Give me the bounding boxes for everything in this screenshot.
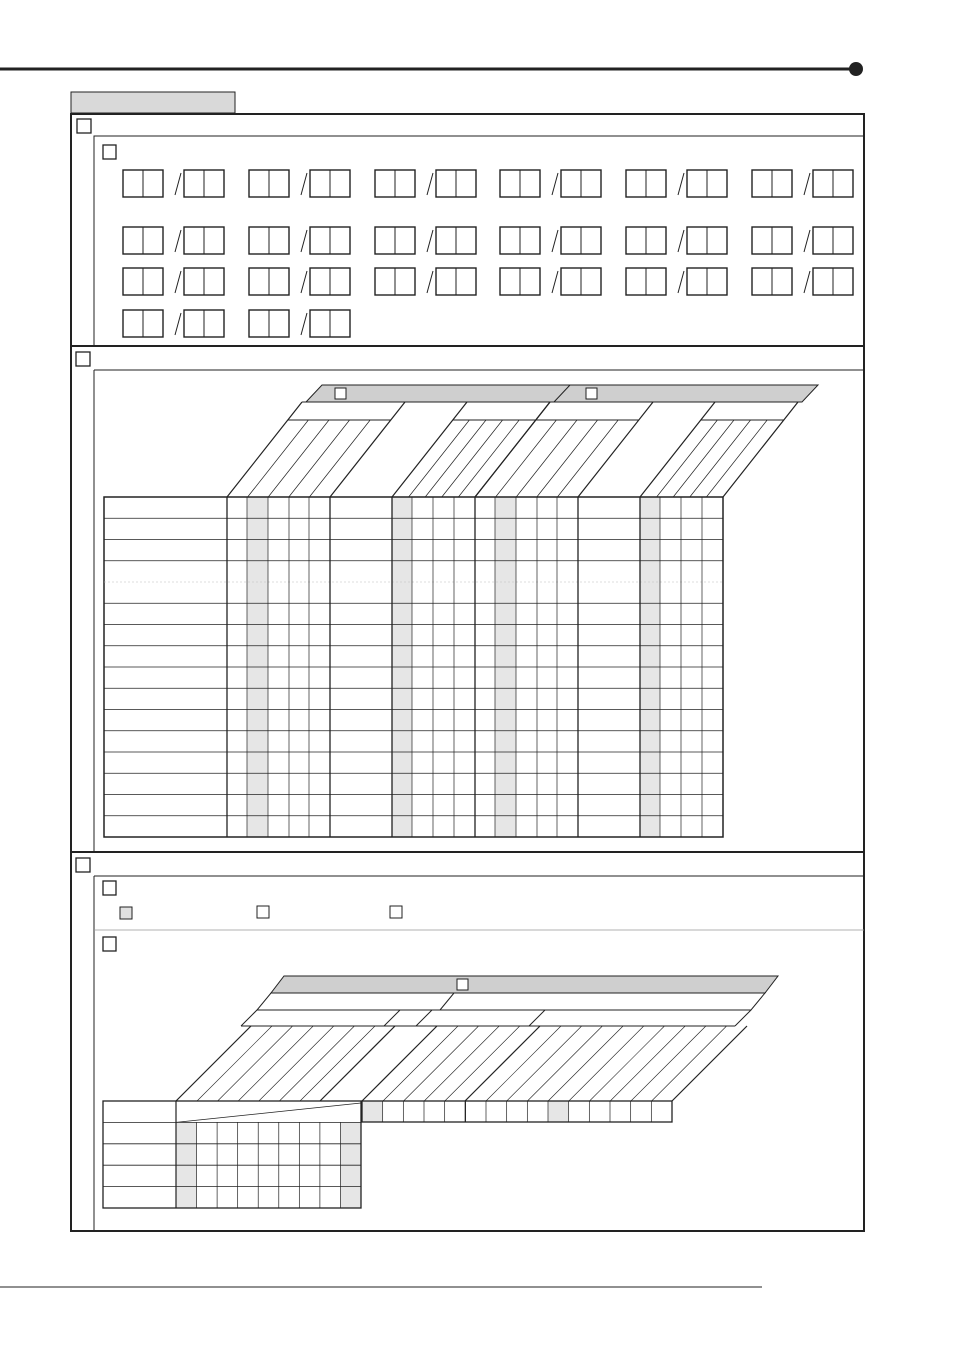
c-header-divider bbox=[416, 1010, 432, 1026]
date-separator bbox=[552, 173, 558, 195]
date-separator bbox=[301, 313, 307, 335]
date-field[interactable] bbox=[123, 268, 224, 295]
title-tab bbox=[71, 92, 235, 113]
date-separator bbox=[301, 271, 307, 293]
date-separator bbox=[804, 271, 810, 293]
date-separator bbox=[678, 230, 684, 252]
c-col-slant bbox=[548, 1026, 623, 1101]
c-col-edge bbox=[465, 1026, 540, 1101]
c-table-outline bbox=[103, 1101, 361, 1208]
column-header-slant bbox=[409, 420, 470, 497]
section-c-header-band bbox=[271, 976, 778, 993]
c-col-edge bbox=[176, 1026, 251, 1101]
date-field[interactable] bbox=[752, 227, 853, 254]
c-col-slant bbox=[300, 1026, 375, 1101]
column-header-slant bbox=[673, 420, 734, 497]
column-header-edge bbox=[640, 402, 715, 497]
section-b-column-headers bbox=[227, 402, 798, 497]
date-separator bbox=[427, 230, 433, 252]
column-header-edge bbox=[227, 402, 302, 497]
date-grid bbox=[123, 170, 853, 337]
column-header-slant bbox=[657, 420, 718, 497]
c-col-slant bbox=[569, 1026, 644, 1101]
c-table-diagonal bbox=[176, 1103, 361, 1122]
column-header-edge bbox=[330, 402, 405, 497]
c-col-slant bbox=[590, 1026, 665, 1101]
date-field[interactable] bbox=[626, 227, 727, 254]
date-separator bbox=[175, 313, 181, 335]
c-col-edge bbox=[362, 1026, 437, 1101]
group-1-checkbox[interactable] bbox=[335, 388, 346, 399]
column-header-edge bbox=[578, 402, 653, 497]
group-2-checkbox[interactable] bbox=[586, 388, 597, 399]
c-col-slant bbox=[610, 1026, 685, 1101]
date-separator bbox=[301, 230, 307, 252]
date-field[interactable] bbox=[249, 227, 350, 254]
column-header-slant bbox=[425, 420, 486, 497]
column-header-edge bbox=[392, 402, 467, 497]
section-c-sub2-checkbox[interactable] bbox=[103, 937, 116, 951]
date-separator bbox=[301, 173, 307, 195]
date-field[interactable] bbox=[626, 268, 727, 295]
date-separator bbox=[175, 271, 181, 293]
c-col-slant bbox=[279, 1026, 354, 1101]
column-header-slant bbox=[268, 420, 329, 497]
date-field[interactable] bbox=[626, 170, 727, 197]
date-separator bbox=[427, 173, 433, 195]
date-separator bbox=[175, 173, 181, 195]
option-1-checkbox[interactable] bbox=[120, 907, 132, 919]
date-field[interactable] bbox=[752, 170, 853, 197]
date-field[interactable] bbox=[249, 310, 350, 337]
section-b-table bbox=[104, 497, 723, 837]
column-header-edge bbox=[723, 402, 798, 497]
c-col-slant bbox=[259, 1026, 334, 1101]
section-c-table bbox=[103, 1101, 672, 1208]
c-col-edge bbox=[672, 1026, 747, 1101]
date-separator bbox=[804, 230, 810, 252]
c-shaded-cell bbox=[548, 1101, 569, 1122]
date-field[interactable] bbox=[500, 170, 601, 197]
c-col-slant bbox=[383, 1026, 458, 1101]
c-col-slant bbox=[631, 1026, 706, 1101]
date-separator bbox=[175, 230, 181, 252]
column-header-slant bbox=[706, 420, 767, 497]
section-a-checkbox[interactable] bbox=[77, 119, 91, 133]
date-field[interactable] bbox=[375, 170, 476, 197]
date-field[interactable] bbox=[249, 170, 350, 197]
date-separator bbox=[678, 173, 684, 195]
c-col-slant bbox=[218, 1026, 293, 1101]
c-col-slant bbox=[197, 1026, 272, 1101]
column-header-slant bbox=[537, 420, 598, 497]
c-col-slant bbox=[424, 1026, 499, 1101]
c-header-divider bbox=[384, 1010, 400, 1026]
top-rule-dot bbox=[849, 62, 863, 76]
c-col-slant bbox=[404, 1026, 479, 1101]
column-header-edge bbox=[475, 402, 550, 497]
c-col-slant bbox=[652, 1026, 727, 1101]
date-separator bbox=[552, 230, 558, 252]
date-field[interactable] bbox=[123, 310, 224, 337]
section-c-checkbox[interactable] bbox=[76, 858, 90, 872]
c-header-edge bbox=[735, 1010, 751, 1026]
column-header-slant bbox=[458, 420, 519, 497]
c-header-edge bbox=[241, 1010, 257, 1026]
c-col-slant bbox=[445, 1026, 520, 1101]
date-separator bbox=[427, 271, 433, 293]
column-header-slant bbox=[289, 420, 350, 497]
date-separator bbox=[678, 271, 684, 293]
section-c-column-headers bbox=[176, 993, 765, 1101]
c-shaded-cell bbox=[362, 1101, 383, 1122]
date-separator bbox=[804, 173, 810, 195]
section-c-header-checkbox[interactable] bbox=[457, 979, 468, 990]
column-header-slant bbox=[516, 420, 577, 497]
c-col-slant bbox=[238, 1026, 313, 1101]
section-a-sub-checkbox[interactable] bbox=[103, 145, 116, 159]
date-field[interactable] bbox=[752, 268, 853, 295]
column-header-slant bbox=[690, 420, 751, 497]
date-field[interactable] bbox=[500, 227, 601, 254]
c-header-row bbox=[257, 993, 765, 1010]
section-c-sub1-checkbox[interactable] bbox=[103, 881, 116, 895]
option-3-checkbox[interactable] bbox=[390, 906, 402, 918]
c-col-slant bbox=[486, 1026, 561, 1101]
column-header-slant bbox=[442, 420, 503, 497]
section-b-checkbox[interactable] bbox=[76, 352, 90, 366]
date-field[interactable] bbox=[123, 170, 224, 197]
c-header-divider bbox=[529, 1010, 545, 1026]
date-field[interactable] bbox=[249, 268, 350, 295]
option-2-checkbox[interactable] bbox=[257, 906, 269, 918]
c-col-edge bbox=[320, 1026, 395, 1101]
c-header-strip bbox=[362, 1101, 672, 1122]
c-col-slant bbox=[507, 1026, 582, 1101]
date-field[interactable] bbox=[375, 268, 476, 295]
date-field[interactable] bbox=[500, 268, 601, 295]
date-field[interactable] bbox=[123, 227, 224, 254]
date-separator bbox=[552, 271, 558, 293]
date-field[interactable] bbox=[375, 227, 476, 254]
c-col-slant bbox=[527, 1026, 602, 1101]
